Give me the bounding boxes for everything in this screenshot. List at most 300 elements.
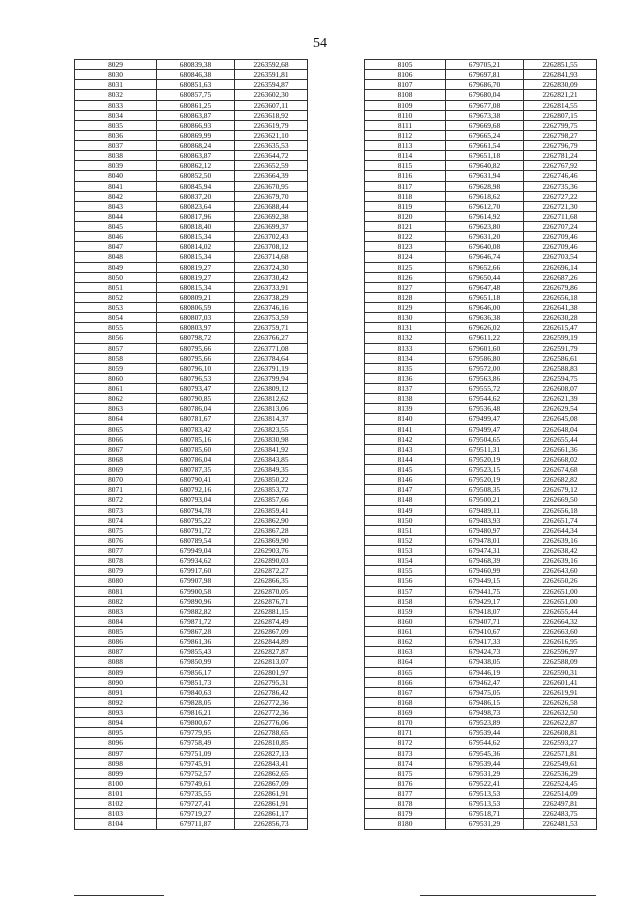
table-row: [365, 586, 597, 596]
table-row: [75, 272, 308, 282]
point-number-cell: 8173: [365, 748, 446, 758]
table-row: [75, 191, 308, 201]
point-number-cell: 8097: [75, 748, 157, 758]
y-coordinate-cell: 2262514,09: [524, 789, 597, 799]
y-coordinate-cell: 2262497,81: [524, 799, 597, 809]
page-number: 54: [313, 36, 327, 51]
table-row: [75, 576, 308, 586]
y-coordinate-cell: 2262629,54: [524, 404, 597, 414]
table-row: [365, 728, 597, 738]
table-row: [365, 232, 597, 242]
table-row: [365, 444, 597, 454]
x-coordinate-cell: 679640,82: [446, 161, 524, 171]
x-coordinate-cell: 680862,12: [157, 161, 235, 171]
y-coordinate-cell: 2263753,59: [235, 313, 308, 323]
point-number-cell: 8139: [365, 404, 446, 414]
y-coordinate-cell: 2262641,38: [524, 303, 597, 313]
x-coordinate-cell: 679651,18: [446, 292, 524, 302]
table-row: [365, 292, 597, 302]
point-number-cell: 8116: [365, 171, 446, 181]
x-coordinate-cell: 679508,35: [446, 485, 524, 495]
x-coordinate-cell: 679499,47: [446, 424, 524, 434]
point-number-cell: 8044: [75, 211, 157, 221]
y-coordinate-cell: 2263602,30: [235, 90, 308, 100]
table-row: [365, 809, 597, 819]
table-row: [365, 596, 597, 606]
y-coordinate-cell: 2262703,54: [524, 252, 597, 262]
y-coordinate-cell: 2262709,46: [524, 232, 597, 242]
table-row: [75, 485, 308, 495]
point-number-cell: 8105: [365, 60, 446, 70]
table-row: [75, 819, 308, 829]
point-number-cell: 8071: [75, 485, 157, 495]
x-coordinate-cell: 679462,47: [446, 677, 524, 687]
point-number-cell: 8114: [365, 151, 446, 161]
table-row: [365, 475, 597, 485]
point-number-cell: 8060: [75, 373, 157, 383]
point-number-cell: 8094: [75, 718, 157, 728]
table-row: [365, 343, 597, 353]
y-coordinate-cell: 2263766,27: [235, 333, 308, 343]
table-row: [365, 151, 597, 161]
x-coordinate-cell: 679531,29: [446, 819, 524, 829]
table-row: [365, 211, 597, 221]
x-coordinate-cell: 680793,04: [157, 495, 235, 505]
point-number-cell: 8061: [75, 384, 157, 394]
y-coordinate-cell: 2262668,02: [524, 454, 597, 464]
x-coordinate-cell: 680818,40: [157, 222, 235, 232]
table-row: [365, 465, 597, 475]
x-coordinate-cell: 679800,67: [157, 718, 235, 728]
point-number-cell: 8159: [365, 606, 446, 616]
y-coordinate-cell: 2262651,74: [524, 515, 597, 525]
table-row: [365, 201, 597, 211]
y-coordinate-cell: 2262851,55: [524, 60, 597, 70]
point-number-cell: 8147: [365, 485, 446, 495]
y-coordinate-cell: 2262867,09: [235, 627, 308, 637]
y-coordinate-cell: 2262599,19: [524, 333, 597, 343]
table-row: [365, 657, 597, 667]
y-coordinate-cell: 2263708,12: [235, 242, 308, 252]
table-row: [75, 292, 308, 302]
y-coordinate-cell: 2263771,08: [235, 343, 308, 353]
point-number-cell: 8135: [365, 363, 446, 373]
y-coordinate-cell: 2262707,24: [524, 222, 597, 232]
x-coordinate-cell: 679486,15: [446, 697, 524, 707]
x-coordinate-cell: 679586,80: [446, 353, 524, 363]
y-coordinate-cell: 2263738,29: [235, 292, 308, 302]
table-row: [75, 201, 308, 211]
y-coordinate-cell: 2262788,65: [235, 728, 308, 738]
x-coordinate-cell: 679601,60: [446, 343, 524, 353]
point-number-cell: 8131: [365, 323, 446, 333]
x-coordinate-cell: 679531,29: [446, 768, 524, 778]
y-coordinate-cell: 2262810,85: [235, 738, 308, 748]
y-coordinate-cell: 2262596,97: [524, 647, 597, 657]
point-number-cell: 8113: [365, 141, 446, 151]
point-number-cell: 8085: [75, 627, 157, 637]
table-row: [365, 566, 597, 576]
y-coordinate-cell: 2262709,46: [524, 242, 597, 252]
y-coordinate-cell: 2262866,35: [235, 576, 308, 586]
x-coordinate-cell: 679665,24: [446, 130, 524, 140]
x-coordinate-cell: 679680,04: [446, 90, 524, 100]
point-number-cell: 8146: [365, 475, 446, 485]
point-number-cell: 8171: [365, 728, 446, 738]
x-coordinate-cell: 679934,62: [157, 556, 235, 566]
y-coordinate-cell: 2262655,44: [524, 434, 597, 444]
y-coordinate-cell: 2262687,26: [524, 272, 597, 282]
table-row: [365, 90, 597, 100]
point-number-cell: 8158: [365, 596, 446, 606]
x-coordinate-cell: 679489,11: [446, 505, 524, 515]
y-coordinate-cell: 2262648,04: [524, 424, 597, 434]
table-row: [75, 616, 308, 626]
x-coordinate-cell: 680815,34: [157, 252, 235, 262]
x-coordinate-cell: 680795,66: [157, 343, 235, 353]
x-coordinate-cell: 679646,74: [446, 252, 524, 262]
table-row: [75, 556, 308, 566]
x-coordinate-cell: 680794,78: [157, 505, 235, 515]
point-number-cell: 8098: [75, 758, 157, 768]
y-coordinate-cell: 2263869,90: [235, 535, 308, 545]
table-row: [365, 738, 597, 748]
point-number-cell: 8126: [365, 272, 446, 282]
x-coordinate-cell: 679417,33: [446, 637, 524, 647]
y-coordinate-cell: 2262655,44: [524, 606, 597, 616]
table-row: [75, 70, 308, 80]
y-coordinate-cell: 2262588,83: [524, 363, 597, 373]
x-coordinate-cell: 680790,85: [157, 394, 235, 404]
table-row: [365, 384, 597, 394]
table-row: [365, 353, 597, 363]
point-number-cell: 8083: [75, 606, 157, 616]
x-coordinate-cell: 679480,97: [446, 525, 524, 535]
table-row: [75, 454, 308, 464]
x-coordinate-cell: 680785,60: [157, 444, 235, 454]
point-number-cell: 8178: [365, 799, 446, 809]
point-number-cell: 8034: [75, 110, 157, 120]
y-coordinate-cell: 2263664,39: [235, 171, 308, 181]
table-row: [75, 100, 308, 110]
point-number-cell: 8067: [75, 444, 157, 454]
y-coordinate-cell: 2262645,08: [524, 414, 597, 424]
table-row: [365, 819, 597, 829]
point-number-cell: 8112: [365, 130, 446, 140]
x-coordinate-cell: 679498,73: [446, 708, 524, 718]
table-row: [365, 141, 597, 151]
coordinates-table-left-body: [75, 60, 308, 830]
point-number-cell: 8103: [75, 809, 157, 819]
y-coordinate-cell: 2262619,91: [524, 687, 597, 697]
point-number-cell: 8169: [365, 708, 446, 718]
table-row: [75, 778, 308, 788]
point-number-cell: 8151: [365, 525, 446, 535]
point-number-cell: 8079: [75, 566, 157, 576]
table-row: [365, 120, 597, 130]
point-number-cell: 8068: [75, 454, 157, 464]
coordinates-table-right-body: [365, 60, 597, 830]
point-number-cell: 8054: [75, 313, 157, 323]
table-row: [365, 627, 597, 637]
x-coordinate-cell: 680815,34: [157, 232, 235, 242]
table-row: [365, 799, 597, 809]
y-coordinate-cell: 2263670,95: [235, 181, 308, 191]
point-number-cell: 8078: [75, 556, 157, 566]
table-row: [365, 161, 597, 171]
y-coordinate-cell: 2262870,05: [235, 586, 308, 596]
x-coordinate-cell: 679628,98: [446, 181, 524, 191]
point-number-cell: 8069: [75, 465, 157, 475]
point-number-cell: 8164: [365, 657, 446, 667]
coordinates-table-left: [74, 59, 308, 830]
point-number-cell: 8029: [75, 60, 157, 70]
x-coordinate-cell: 679511,31: [446, 444, 524, 454]
x-coordinate-cell: 679727,41: [157, 799, 235, 809]
x-coordinate-cell: 679705,21: [446, 60, 524, 70]
y-coordinate-cell: 2262674,68: [524, 465, 597, 475]
y-coordinate-cell: 2262664,32: [524, 616, 597, 626]
y-coordinate-cell: 2263867,28: [235, 525, 308, 535]
x-coordinate-cell: 680839,38: [157, 60, 235, 70]
y-coordinate-cell: 2262601,41: [524, 677, 597, 687]
y-coordinate-cell: 2262622,87: [524, 718, 597, 728]
table-row: [75, 171, 308, 181]
y-coordinate-cell: 2262481,53: [524, 819, 597, 829]
table-row: [365, 687, 597, 697]
y-coordinate-cell: 2262844,89: [235, 637, 308, 647]
point-number-cell: 8134: [365, 353, 446, 363]
point-number-cell: 8153: [365, 546, 446, 556]
y-coordinate-cell: 2262727,22: [524, 191, 597, 201]
x-coordinate-cell: 679851,73: [157, 677, 235, 687]
table-row: [75, 232, 308, 242]
table-row: [75, 596, 308, 606]
table-row: [75, 161, 308, 171]
table-row: [75, 738, 308, 748]
table-row: [365, 525, 597, 535]
y-coordinate-cell: 2263594,87: [235, 80, 308, 90]
y-coordinate-cell: 2263714,68: [235, 252, 308, 262]
x-coordinate-cell: 679697,81: [446, 70, 524, 80]
table-row: [75, 647, 308, 657]
table-row: [75, 222, 308, 232]
point-number-cell: 8141: [365, 424, 446, 434]
table-row: [75, 211, 308, 221]
y-coordinate-cell: 2262615,47: [524, 323, 597, 333]
point-number-cell: 8055: [75, 323, 157, 333]
point-number-cell: 8174: [365, 758, 446, 768]
point-number-cell: 8053: [75, 303, 157, 313]
table-row: [75, 637, 308, 647]
x-coordinate-cell: 679460,99: [446, 566, 524, 576]
point-number-cell: 8166: [365, 677, 446, 687]
y-coordinate-cell: 2262711,68: [524, 211, 597, 221]
x-coordinate-cell: 679907,98: [157, 576, 235, 586]
y-coordinate-cell: 2262872,27: [235, 566, 308, 576]
point-number-cell: 8163: [365, 647, 446, 657]
table-row: [365, 181, 597, 191]
y-coordinate-cell: 2263592,68: [235, 60, 308, 70]
point-number-cell: 8127: [365, 282, 446, 292]
point-number-cell: 8117: [365, 181, 446, 191]
y-coordinate-cell: 2262630,28: [524, 313, 597, 323]
table-row: [75, 809, 308, 819]
table-row: [365, 100, 597, 110]
x-coordinate-cell: 679544,62: [446, 394, 524, 404]
table-row: [365, 222, 597, 232]
y-coordinate-cell: 2263850,22: [235, 475, 308, 485]
point-number-cell: 8033: [75, 100, 157, 110]
table-row: [75, 363, 308, 373]
table-row: [75, 120, 308, 130]
point-number-cell: 8144: [365, 454, 446, 464]
table-row: [365, 333, 597, 343]
x-coordinate-cell: 679429,17: [446, 596, 524, 606]
x-coordinate-cell: 680845,94: [157, 181, 235, 191]
table-row: [75, 110, 308, 120]
point-number-cell: 8150: [365, 515, 446, 525]
y-coordinate-cell: 2262639,16: [524, 535, 597, 545]
x-coordinate-cell: 680817,96: [157, 211, 235, 221]
y-coordinate-cell: 2262590,31: [524, 667, 597, 677]
x-coordinate-cell: 679840,63: [157, 687, 235, 697]
x-coordinate-cell: 680861,25: [157, 100, 235, 110]
x-coordinate-cell: 679745,91: [157, 758, 235, 768]
y-coordinate-cell: 2262669,50: [524, 495, 597, 505]
point-number-cell: 8074: [75, 515, 157, 525]
table-row: [75, 282, 308, 292]
x-coordinate-cell: 680814,02: [157, 242, 235, 252]
table-row: [75, 535, 308, 545]
y-coordinate-cell: 2262856,73: [235, 819, 308, 829]
x-coordinate-cell: 680807,03: [157, 313, 235, 323]
y-coordinate-cell: 2263849,35: [235, 465, 308, 475]
y-coordinate-cell: 2262772,36: [235, 697, 308, 707]
table-row: [75, 262, 308, 272]
y-coordinate-cell: 2262735,36: [524, 181, 597, 191]
x-coordinate-cell: 680792,16: [157, 485, 235, 495]
point-number-cell: 8066: [75, 434, 157, 444]
point-number-cell: 8172: [365, 738, 446, 748]
point-number-cell: 8161: [365, 627, 446, 637]
x-coordinate-cell: 679418,07: [446, 606, 524, 616]
y-coordinate-cell: 2263619,79: [235, 120, 308, 130]
x-coordinate-cell: 679855,43: [157, 647, 235, 657]
y-coordinate-cell: 2262876,71: [235, 596, 308, 606]
table-row: [365, 282, 597, 292]
y-coordinate-cell: 2262661,36: [524, 444, 597, 454]
y-coordinate-cell: 2263688,44: [235, 201, 308, 211]
x-coordinate-cell: 679652,66: [446, 262, 524, 272]
y-coordinate-cell: 2262801,97: [235, 667, 308, 677]
y-coordinate-cell: 2263692,38: [235, 211, 308, 221]
y-coordinate-cell: 2262638,42: [524, 546, 597, 556]
point-number-cell: 8140: [365, 414, 446, 424]
point-number-cell: 8133: [365, 343, 446, 353]
y-coordinate-cell: 2263791,19: [235, 363, 308, 373]
point-number-cell: 8115: [365, 161, 446, 171]
x-coordinate-cell: 680863,87: [157, 151, 235, 161]
point-number-cell: 8052: [75, 292, 157, 302]
point-number-cell: 8096: [75, 738, 157, 748]
coordinates-table-right: [364, 59, 597, 830]
point-number-cell: 8165: [365, 667, 446, 677]
point-number-cell: 8157: [365, 586, 446, 596]
x-coordinate-cell: 680787,35: [157, 465, 235, 475]
y-coordinate-cell: 2262799,75: [524, 120, 597, 130]
y-coordinate-cell: 2262776,06: [235, 718, 308, 728]
x-coordinate-cell: 679407,71: [446, 616, 524, 626]
x-coordinate-cell: 680796,10: [157, 363, 235, 373]
y-coordinate-cell: 2262483,75: [524, 809, 597, 819]
x-coordinate-cell: 679949,04: [157, 546, 235, 556]
point-number-cell: 8035: [75, 120, 157, 130]
table-row: [75, 130, 308, 140]
y-coordinate-cell: 2262591,79: [524, 343, 597, 353]
point-number-cell: 8092: [75, 697, 157, 707]
x-coordinate-cell: 679871,72: [157, 616, 235, 626]
x-coordinate-cell: 680815,34: [157, 282, 235, 292]
table-row: [75, 586, 308, 596]
table-row: [365, 576, 597, 586]
x-coordinate-cell: 679856,17: [157, 667, 235, 677]
y-coordinate-cell: 2262861,17: [235, 809, 308, 819]
point-number-cell: 8030: [75, 70, 157, 80]
point-number-cell: 8051: [75, 282, 157, 292]
y-coordinate-cell: 2262594,75: [524, 373, 597, 383]
x-coordinate-cell: 679513,53: [446, 789, 524, 799]
table-row: [365, 262, 597, 272]
x-coordinate-cell: 679518,71: [446, 809, 524, 819]
y-coordinate-cell: 2263746,16: [235, 303, 308, 313]
y-coordinate-cell: 2262874,49: [235, 616, 308, 626]
x-coordinate-cell: 679611,22: [446, 333, 524, 343]
point-number-cell: 8130: [365, 313, 446, 323]
table-row: [75, 323, 308, 333]
y-coordinate-cell: 2262903,76: [235, 546, 308, 556]
y-coordinate-cell: 2262608,07: [524, 384, 597, 394]
table-row: [365, 748, 597, 758]
table-row: [75, 758, 308, 768]
x-coordinate-cell: 679779,95: [157, 728, 235, 738]
table-row: [365, 789, 597, 799]
y-coordinate-cell: 2263830,98: [235, 434, 308, 444]
x-coordinate-cell: 679513,53: [446, 799, 524, 809]
table-row: [75, 141, 308, 151]
x-coordinate-cell: 679735,55: [157, 789, 235, 799]
point-number-cell: 8084: [75, 616, 157, 626]
table-row: [75, 708, 308, 718]
table-row: [365, 778, 597, 788]
table-row: [75, 313, 308, 323]
x-coordinate-cell: 679478,01: [446, 535, 524, 545]
y-coordinate-cell: 2263809,12: [235, 384, 308, 394]
point-number-cell: 8156: [365, 576, 446, 586]
y-coordinate-cell: 2262644,34: [524, 525, 597, 535]
x-coordinate-cell: 679410,67: [446, 627, 524, 637]
point-number-cell: 8101: [75, 789, 157, 799]
point-number-cell: 8065: [75, 424, 157, 434]
y-coordinate-cell: 2262639,16: [524, 556, 597, 566]
table-row: [365, 647, 597, 657]
x-coordinate-cell: 680785,16: [157, 434, 235, 444]
x-coordinate-cell: 680786,04: [157, 454, 235, 464]
point-number-cell: 8121: [365, 222, 446, 232]
x-coordinate-cell: 679636,38: [446, 313, 524, 323]
point-number-cell: 8155: [365, 566, 446, 576]
table-row: [75, 394, 308, 404]
